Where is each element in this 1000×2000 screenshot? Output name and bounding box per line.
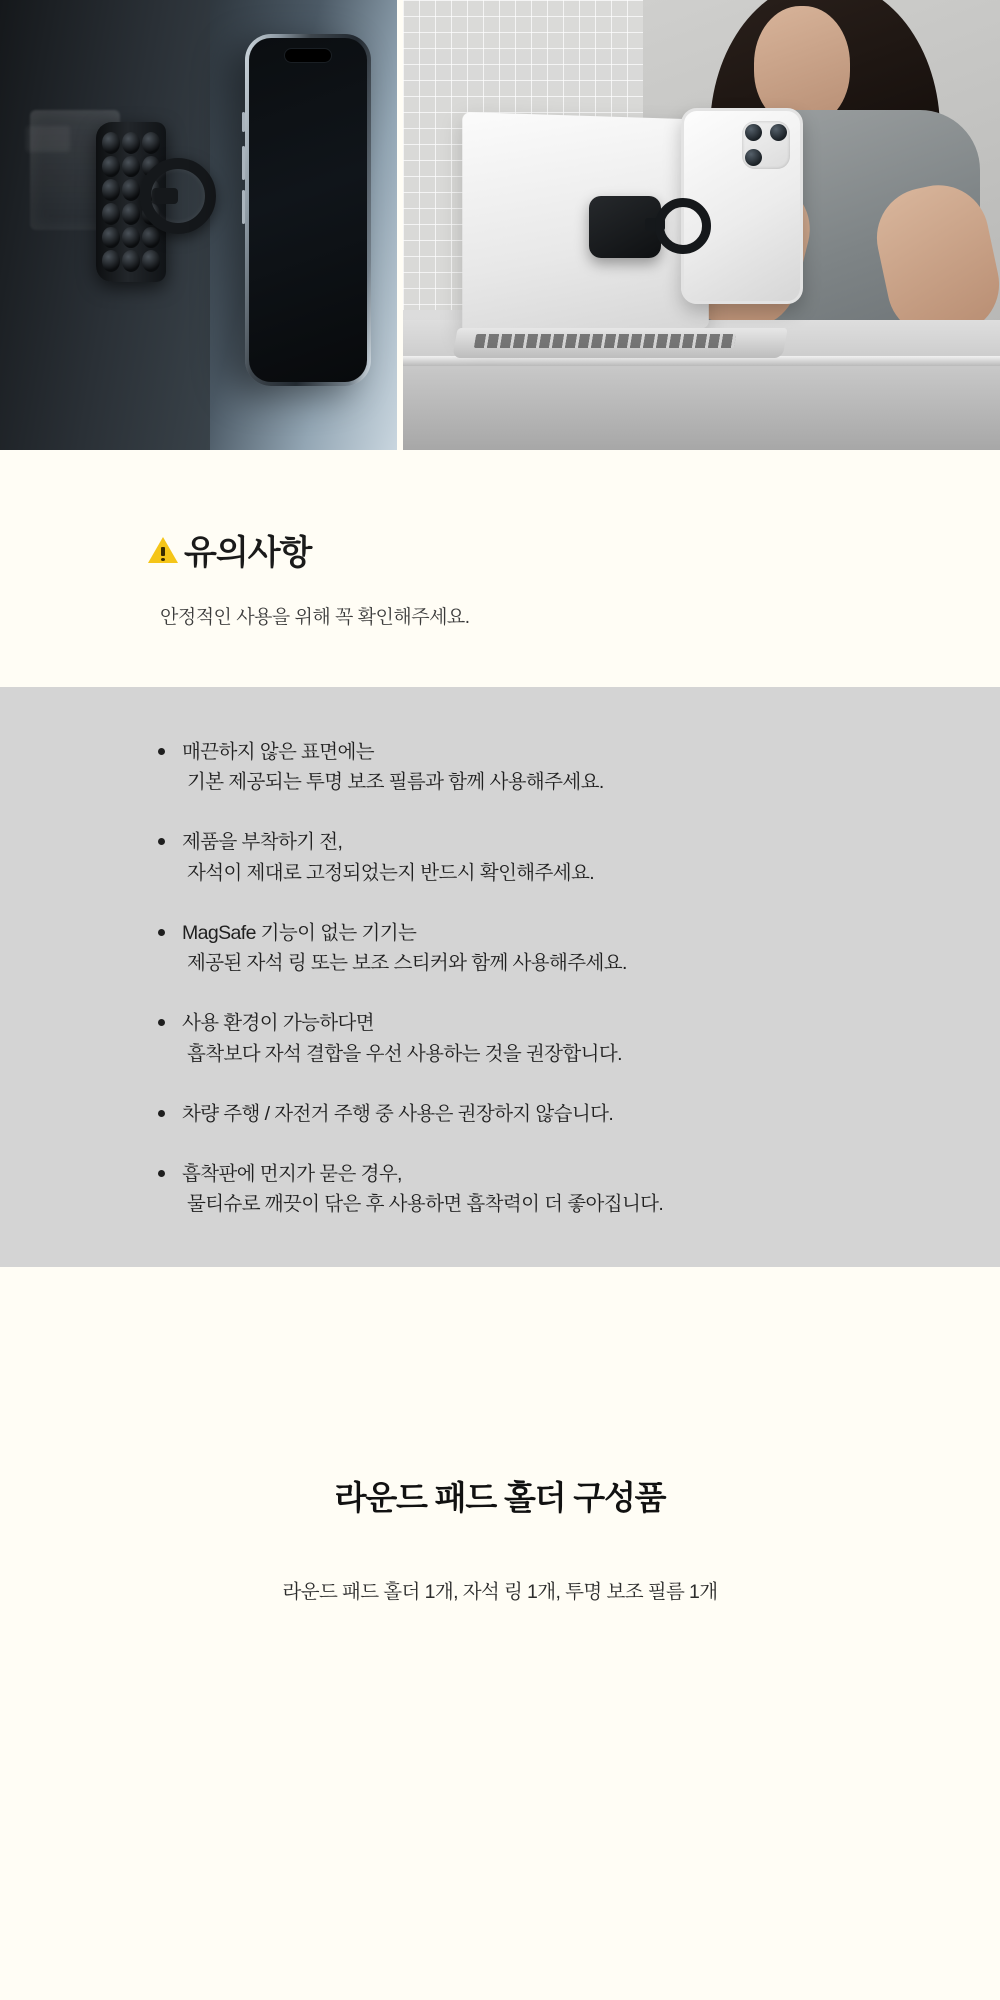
smartphone-graphic [245, 34, 371, 386]
components-contents-text: 라운드 패드 홀더 1개, 자석 링 1개, 투명 보조 필름 1개 [282, 1581, 718, 1604]
components-heading: 라운드 패드 홀더 구성품 [334, 1479, 666, 1517]
notice-list [0, 737, 1000, 1219]
list-item [158, 737, 1000, 797]
list-item-line1: 사용 환경이 가능하다면 [182, 1012, 375, 1035]
magsafe-ring-in-use [655, 198, 711, 254]
list-item [158, 918, 1000, 978]
list-item-line1: 제품을 부착하기 전, [182, 831, 343, 854]
phone-screen [249, 38, 367, 382]
product-wall-mount-photo [0, 0, 397, 450]
notice-subtitle: 안정적인 사용을 위해 꼭 확인해주세요. [160, 607, 470, 628]
hero-image-row [0, 0, 1000, 450]
list-item-line1: 차량 주행 / 자전거 주행 중 사용은 권장하지 않습니다. [182, 1102, 614, 1125]
list-item-line2: 물티슈로 깨끗이 닦은 후 사용하면 흡착력이 더 좋아집니다. [187, 1193, 664, 1216]
list-item-line2: 자석이 제대로 고정되었는지 반드시 확인해주세요. [187, 861, 595, 884]
notice-heading-text: 유의사항 [184, 534, 312, 572]
round-pad-holder-graphic [96, 122, 216, 282]
magsafe-ring [140, 158, 216, 234]
product-lifestyle-photo [403, 0, 1000, 450]
round-pad-holder-in-use [589, 196, 711, 260]
notice-heading [0, 525, 1000, 574]
list-item-line1: 흡착판에 먼지가 묻은 경우, [182, 1162, 402, 1185]
phone-volume-down-button [242, 190, 245, 224]
notice-list-block [0, 687, 1000, 1267]
list-item-line1: 매끈하지 않은 표면에는 [182, 741, 375, 763]
list-item-line2: 흡착보다 자석 결합을 우선 사용하는 것을 권장합니다. [187, 1042, 622, 1065]
warning-triangle-icon [148, 536, 178, 564]
wall-gloss-highlight-secondary [26, 126, 70, 152]
notice-section [0, 450, 1000, 629]
list-item [158, 1159, 1000, 1219]
list-item [158, 1008, 1000, 1068]
dynamic-island [284, 48, 332, 63]
list-item-line2: 기본 제공되는 투명 보조 필름과 함께 사용해주세요. [187, 771, 604, 794]
laptop-keyboard [474, 334, 736, 348]
phone-camera-module [742, 121, 790, 169]
components-section [0, 1267, 1000, 1604]
phone-volume-up-button [242, 146, 245, 180]
list-item [158, 1099, 1000, 1129]
phone-mute-button [242, 112, 245, 132]
list-item [158, 827, 1000, 887]
list-item-line2: 제공된 자석 링 또는 보조 스티커와 함께 사용해주세요. [187, 952, 627, 975]
list-item-line1: MagSafe 기능이 없는 기기는 [182, 921, 417, 944]
